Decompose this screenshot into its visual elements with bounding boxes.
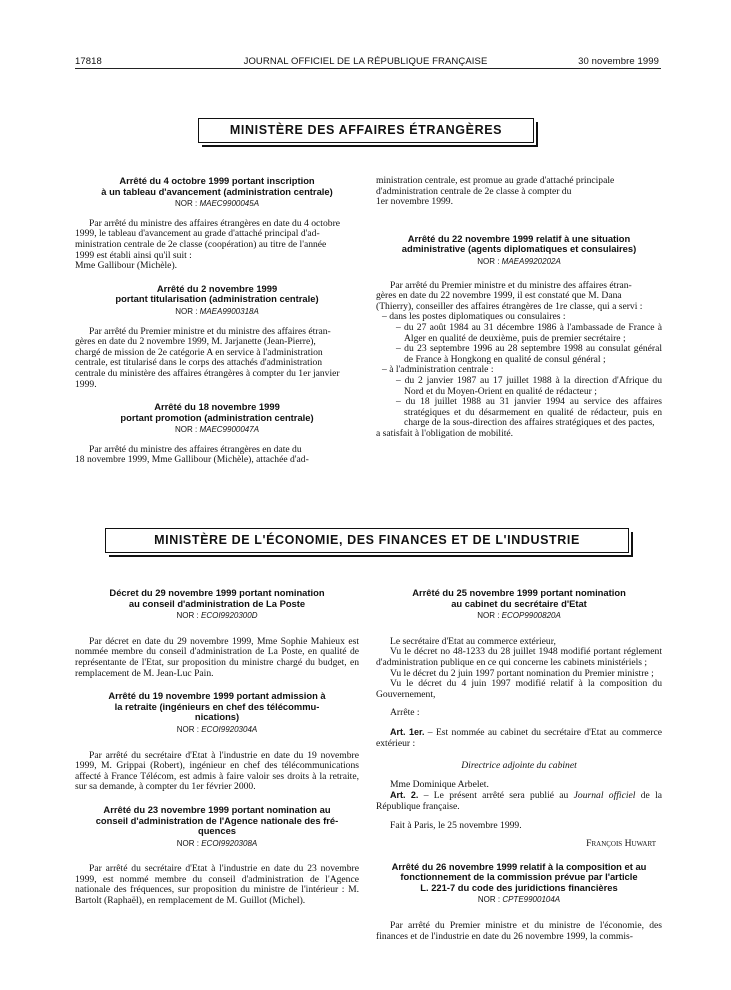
article-title: L. 221-7 du code des juridictions financières bbox=[420, 881, 618, 893]
article-title: Arrêté du 4 octobre 1999 portant inscription bbox=[119, 175, 315, 186]
nor-reference: NOR : MAEA9920202A bbox=[477, 256, 561, 266]
appointee: Mme Dominique Arbelet. bbox=[390, 778, 489, 790]
signature: François Huwart bbox=[586, 838, 656, 850]
article-title: Arrêté du 23 novembre 1999 portant nomination au bbox=[103, 803, 331, 815]
nor-reference: NOR : ECOI9920304A bbox=[176, 724, 258, 734]
article-title: au cabinet du secrétaire d'Etat bbox=[451, 597, 587, 609]
signing-place-date: Fait à Paris, le 25 novembre 1999. bbox=[390, 819, 522, 831]
article-text: 1999 est établi ainsi qu'il suit : bbox=[75, 249, 192, 261]
article-text: Par arrêté du secrétaire d'Etat à l'industrie en date du 23 novembre 1999, est nommé membre du conseil d'administration de l'Agence nationale des fréquences, sur proposition du ministre de l'intérieur : M. Bartolt (Raphaël), en remplacement de M. Guillot (Michel). bbox=[75, 863, 359, 907]
cabinet-role: Directrice adjointe du cabinet bbox=[461, 760, 577, 772]
article-title: à un tableau d'avancement (administration centrale) bbox=[101, 185, 333, 197]
arrete-25-novembre bbox=[376, 588, 662, 850]
article-title: quences bbox=[197, 825, 237, 837]
article-title: nications) bbox=[194, 711, 240, 723]
article-title: Arrêté du 25 novembre 1999 portant nomination bbox=[412, 587, 626, 598]
article-title: la retraite (ingénieurs en chef des télécommu- bbox=[114, 700, 320, 712]
article-4-octobre bbox=[75, 176, 359, 272]
nor-reference: NOR : CPTE9900104A bbox=[477, 895, 561, 905]
nor-reference: NOR : MAEC9900045A bbox=[174, 199, 260, 209]
article-title: Arrêté du 2 novembre 1999 bbox=[156, 282, 278, 294]
article-title: conseil d'administration de l'Agence nationale des fré- bbox=[95, 814, 339, 826]
article-title: fonctionnement de la commission prévue par l'article bbox=[400, 871, 638, 883]
article-text: gères en date du 2 novembre 1999, M. Jarjanette (Jean-Pierre), bbox=[75, 336, 316, 348]
article-title: Arrêté du 22 novembre 1999 relatif à une situation bbox=[407, 232, 631, 244]
article-text: gères en date du 22 novembre 1999, il est constaté que M. Dana bbox=[376, 290, 622, 302]
article-2: Art. 2. – Le présent arrêté sera publié au Journal officiel de la République française. bbox=[376, 790, 662, 812]
article-text: Vu le décret du 4 juin 1997 modifié relatif à la composition du Gouvernement, bbox=[376, 678, 662, 700]
nor-reference: NOR : ECOI9920300D bbox=[176, 611, 258, 621]
section1-right-column bbox=[376, 176, 662, 439]
arrete-23-novembre bbox=[75, 805, 359, 907]
article-title: Arrêté du 26 novembre 1999 relatif à la composition et au bbox=[391, 860, 647, 872]
article-text: Par arrêté du Premier ministre et du ministre de l'économie, des finances et de l'industrie en date du 26 novembre 1999, la commis- bbox=[376, 920, 662, 942]
article-text: (Thierry), conseiller des affaires étrangères de 1re classe, qui a servi : bbox=[376, 300, 643, 312]
article-1: Art. 1er. – Est nommée au cabinet du secrétaire d'Etat au commerce extérieur : bbox=[376, 726, 662, 749]
article-title: portant promotion (administration centrale) bbox=[120, 411, 314, 423]
section-title-economie: MINISTÈRE DE L'ÉCONOMIE, DES FINANCES ET DE L'INDUSTRIE bbox=[105, 528, 629, 553]
article-text: Vu le décret no 48-1233 du 28 juillet 1948 modifié portant réglement d'administration publique en ce qui concerne les cabinets ministériels ; bbox=[376, 646, 662, 668]
decret-29-novembre bbox=[75, 588, 359, 679]
article-text: Arrête : bbox=[390, 707, 420, 719]
article-2-novembre bbox=[75, 284, 359, 390]
issue-date: 30 novembre 1999 bbox=[578, 56, 659, 67]
article-text: 1er novembre 1999. bbox=[376, 196, 453, 208]
list-item: – à l'administration centrale : bbox=[382, 364, 494, 376]
article-title: administrative (agents diplomatiques et consulaires) bbox=[401, 243, 637, 255]
section2-right-column bbox=[376, 588, 662, 942]
article-title: portant titularisation (administration centrale) bbox=[115, 293, 319, 305]
article-text: a satisfait à l'obligation de mobilité. bbox=[376, 427, 514, 439]
section1-left-column bbox=[75, 176, 359, 466]
article-text: centrale du ministère des affaires étrangères à compter du 1er janvier bbox=[75, 367, 340, 379]
journal-title: JOURNAL OFFICIEL DE LA RÉPUBLIQUE FRANÇAISE bbox=[243, 56, 488, 67]
nor-reference: NOR : MAEA9900318A bbox=[175, 306, 259, 316]
article-title: au conseil d'administration de La Poste bbox=[128, 597, 306, 609]
article-title: Décret du 29 novembre 1999 portant nomination bbox=[109, 587, 325, 598]
article-text: Le secrétaire d'Etat au commerce extérieur, bbox=[390, 635, 556, 647]
article-title: Arrêté du 18 novembre 1999 bbox=[154, 401, 280, 413]
article-text: Par décret en date du 29 novembre 1999, Mme Sophie Mahieux est nommée membre du conseil d'administration de La Poste, en qualité de représentante de l'Etat, sur proposition du ministre chargé du budget, en remplacement de M. Jean-Luc Pain. bbox=[75, 635, 359, 679]
list-item: – du 2 janvier 1987 au 17 juillet 1988 à la direction d'Afrique du Nord et du Moyen-Orient en qualité de rédacteur ; bbox=[396, 374, 662, 397]
nor-reference: NOR : ECOI9920308A bbox=[176, 838, 258, 848]
article-text: Par arrêté du ministre des affaires étrangères en date du 4 octobre bbox=[89, 217, 341, 229]
article-text: Vu le décret du 2 juin 1997 portant nomination du Premier ministre ; bbox=[390, 667, 654, 679]
article-text: Par arrêté du Premier ministre et du ministre des affaires étran- bbox=[390, 279, 632, 291]
section-title-affaires-etrangeres: MINISTÈRE DES AFFAIRES ÉTRANGÈRES bbox=[198, 118, 534, 143]
section2-left-column bbox=[75, 588, 359, 907]
header-rule bbox=[75, 68, 661, 69]
list-item: – du 18 juillet 1988 au 31 janvier 1994 au service des affaires stratégiques et du désarmement en qualité de rédacteur, puis en charge de la sous-direction des affaires stratégiques et des pactes, bbox=[396, 396, 662, 429]
article-text: 1999. bbox=[75, 378, 97, 390]
article-text: d'administration centrale de 2e classe à compter du bbox=[376, 185, 572, 197]
article-title: Arrêté du 19 novembre 1999 portant admission à bbox=[108, 690, 326, 702]
article-text: Par arrêté du ministre des affaires étrangères en date du bbox=[89, 443, 302, 455]
arrete-26-novembre bbox=[376, 862, 662, 943]
article-18-novembre bbox=[75, 402, 359, 466]
article-text: 18 novembre 1999, Mme Gallibour (Michèle), attachée d'ad- bbox=[75, 454, 309, 466]
article-text: Par arrêté du secrétaire d'Etat à l'industrie en date du 19 novembre 1999, M. Grippai (Robert), ingénieur en chef des télécommunications affecté à France Télécom, est admis à faire valoir ses droits à la retraite, sur sa demande, à compter du 1er février 2000. bbox=[75, 749, 359, 793]
article-text: Par arrêté du Premier ministre et du ministre des affaires étran- bbox=[89, 325, 331, 337]
list-item: – dans les postes diplomatiques ou consulaires : bbox=[382, 311, 566, 323]
nor-reference: NOR : ECOP9900820A bbox=[477, 611, 561, 621]
list-item: – du 27 août 1984 au 31 décembre 1986 à l'ambassade de France à Alger en qualité de deuxième, puis de premier secrétaire ; bbox=[396, 321, 662, 344]
article-text: ministration centrale de 2e classe (coopération) au titre de l'année bbox=[75, 238, 327, 250]
article-text: centrale, est titularisé dans le corps des attachés d'administration bbox=[75, 357, 323, 369]
nor-reference: NOR : MAEC9900047A bbox=[174, 425, 260, 435]
article-22-novembre bbox=[376, 234, 662, 440]
article-text: 1999, le tableau d'avancement au grade d'attaché principal d'ad- bbox=[75, 228, 320, 240]
article-text: ministration centrale, est promue au grade d'attaché principale bbox=[376, 175, 615, 186]
page-number: 17818 bbox=[75, 56, 102, 67]
article-text: chargé de mission de 2e catégorie A en service à l'administration bbox=[75, 346, 323, 358]
arrete-19-novembre bbox=[75, 691, 359, 793]
list-item: – du 23 septembre 1996 au 28 septembre 1998 au consulat général de France à Hongkong en qualité de consul général ; bbox=[396, 343, 662, 365]
article-text: Mme Gallibour (Michèle). bbox=[75, 260, 178, 272]
